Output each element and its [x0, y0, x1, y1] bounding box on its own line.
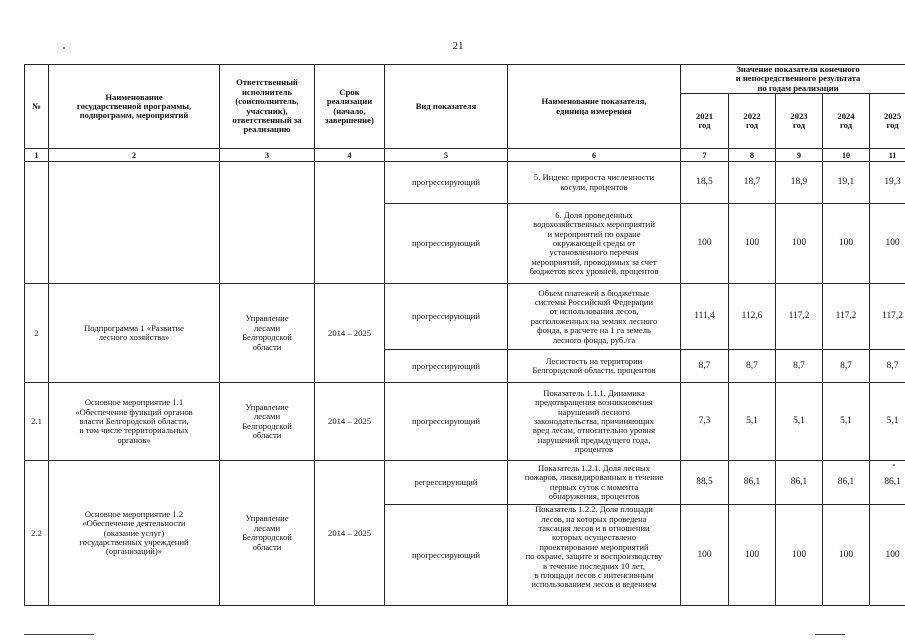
indicator-value: 86,1 — [823, 461, 870, 505]
header-values-title: Значение показателя конечного и непосредственного результата по годам реализации — [681, 65, 905, 94]
indicator-value: 8,7 — [870, 350, 905, 383]
indicator-name: Показатель 1.1.1. Динамика предотвращения возникновения нарушений лесного законодательства, причиняющих вред лесам, относительно уровня нарушений предыдущего года, процентов — [508, 383, 681, 461]
row-number: 2 — [25, 284, 49, 383]
header-row — [25, 65, 905, 94]
indicator-value: 8,7 — [823, 350, 870, 383]
header-year-2022: 2022 год — [729, 94, 776, 149]
row-title: Подпрограмма 1 «Развитие лесного хозяйства» — [49, 284, 220, 383]
indicator-value: 100 — [823, 505, 870, 606]
column-number: 8 — [729, 149, 776, 162]
indicator-value: 100 — [776, 505, 823, 606]
column-number: 2 — [49, 149, 220, 162]
indicator-value: 18,5 — [681, 162, 729, 204]
header-indicator-name: Наименование показателя, единица измерения — [508, 65, 681, 149]
scan-speck — [63, 47, 65, 49]
indicator-value: 86,1 — [776, 461, 823, 505]
column-number: 11 — [870, 149, 905, 162]
indicator-value: 5,1 — [729, 383, 776, 461]
indicator-value: 86,1 — [870, 461, 905, 505]
row-period: 2014 – 2025 — [315, 461, 385, 606]
header-year-2024: 2024 год — [823, 94, 870, 149]
indicator-value: 100 — [776, 204, 823, 284]
indicator-value: 100 — [681, 204, 729, 284]
header-year-2021: 2021 год — [681, 94, 729, 149]
indicator-value: 112,6 — [729, 284, 776, 350]
indicator-value: 19,3 — [870, 162, 905, 204]
column-number: 5 — [385, 149, 508, 162]
column-number: 6 — [508, 149, 681, 162]
table-row — [25, 284, 905, 350]
indicator-value: 88,5 — [681, 461, 729, 505]
indicator-value: 117,2 — [776, 284, 823, 350]
indicator-name: 5. Индекс прироста численности косули, процентов — [508, 162, 681, 204]
row-period: 2014 – 2025 — [315, 383, 385, 461]
indicator-name: 6. Доля проведенных водохозяйственных мероприятий и мероприятий по охране окружающей среды от установленного перечня мероприятий, проводимых за счет бюджетов всех уровней, процентов — [508, 204, 681, 284]
indicator-type: прогрессирующий — [385, 284, 508, 350]
indicator-type: прогрессирующий — [385, 204, 508, 284]
indicator-value: 5,1 — [870, 383, 905, 461]
table-row — [25, 383, 905, 461]
column-number: 9 — [776, 149, 823, 162]
column-number: 7 — [681, 149, 729, 162]
header-period: Срок реализации (начало, завершение) — [315, 65, 385, 149]
indicator-type: прогрессирующий — [385, 383, 508, 461]
indicator-value: 18,9 — [776, 162, 823, 204]
row-period: 2014 – 2025 — [315, 284, 385, 383]
indicator-value: 8,7 — [681, 350, 729, 383]
indicator-value: 117,2 — [870, 284, 905, 350]
column-number: 4 — [315, 149, 385, 162]
indicator-value: 100 — [870, 505, 905, 606]
header-indicator-type: Вид показателя — [385, 65, 508, 149]
indicator-value: 100 — [870, 204, 905, 284]
table-row — [25, 461, 905, 505]
row-executor: Управление лесами Белгородской области — [220, 284, 315, 383]
column-number-row — [25, 149, 905, 162]
indicator-value: 5,1 — [823, 383, 870, 461]
indicator-value: 5,1 — [776, 383, 823, 461]
row-title: Основное мероприятие 1.1 «Обеспечение функций органов власти Белгородской области, в том числе территориальных органов» — [49, 383, 220, 461]
row-title — [49, 162, 220, 284]
row-executor — [220, 162, 315, 284]
header-year-2023: 2023 год — [776, 94, 823, 149]
indicator-value: 8,7 — [776, 350, 823, 383]
indicator-value: 117,2 — [823, 284, 870, 350]
header-name: Наименование государственной программы, подпрограмм, мероприятий — [49, 65, 220, 149]
row-executor: Управление лесами Белгородской области — [220, 383, 315, 461]
indicator-value: 86,1 — [729, 461, 776, 505]
header-no: № — [25, 65, 49, 149]
row-title: Основное мероприятие 1.2 «Обеспечение деятельности (оказание услуг) государственных учреждений (организаций)» — [49, 461, 220, 606]
indicator-type: прогрессирующий — [385, 162, 508, 204]
row-executor: Управление лесами Белгородской области — [220, 461, 315, 606]
row-period — [315, 162, 385, 284]
row-number: 2.2 — [25, 461, 49, 606]
scan-edge-line — [815, 634, 845, 635]
table-row — [25, 162, 905, 204]
column-number: 1 — [25, 149, 49, 162]
indicator-value: 8,7 — [729, 350, 776, 383]
scan-edge-line — [24, 634, 94, 635]
indicator-type: прогрессирующий — [385, 505, 508, 606]
indicator-value: 18,7 — [729, 162, 776, 204]
indicator-value: 100 — [823, 204, 870, 284]
indicator-value: 100 — [681, 505, 729, 606]
header-executor: Ответственный исполнитель (соисполнитель, участник), ответственный за реализацию — [220, 65, 315, 149]
indicator-value: 100 — [729, 204, 776, 284]
column-number: 10 — [823, 149, 870, 162]
column-number: 3 — [220, 149, 315, 162]
indicator-type: регрессирующий — [385, 461, 508, 505]
indicator-value: 111,4 — [681, 284, 729, 350]
indicator-value: 19,1 — [823, 162, 870, 204]
indicator-name: Показатель 1.2.2. Доля площади лесов, на которых проведена таксация лесов и в отношении которых осуществлено проектирование мероприятий по охране, защите и воспроизводству в течение последних 10 лет, в площади лесов с интенсивным использованием лесов и ведением — [508, 505, 681, 606]
indicator-type: прогрессирующий — [385, 350, 508, 383]
indicator-value: 100 — [729, 505, 776, 606]
indicator-name: Лесистость на территории Белгородской области, процентов — [508, 350, 681, 383]
row-number: 2.1 — [25, 383, 49, 461]
program-indicators-table — [24, 64, 905, 606]
row-number — [25, 162, 49, 284]
page-number: 21 — [452, 40, 464, 52]
indicator-value: 7,3 — [681, 383, 729, 461]
header-year-2025: 2025 год — [870, 94, 905, 149]
indicator-name: Объем платежей в бюджетные системы Российской Федерации от использования лесов, расположенных на землях лесного фонда, в расчете на 1 га земель лесного фонда, руб./га — [508, 284, 681, 350]
indicator-name: Показатель 1.2.1. Доля лесных пожаров, ликвидированных в течение первых суток с момента обнаружения, процентов — [508, 461, 681, 505]
scan-speck — [893, 464, 895, 466]
